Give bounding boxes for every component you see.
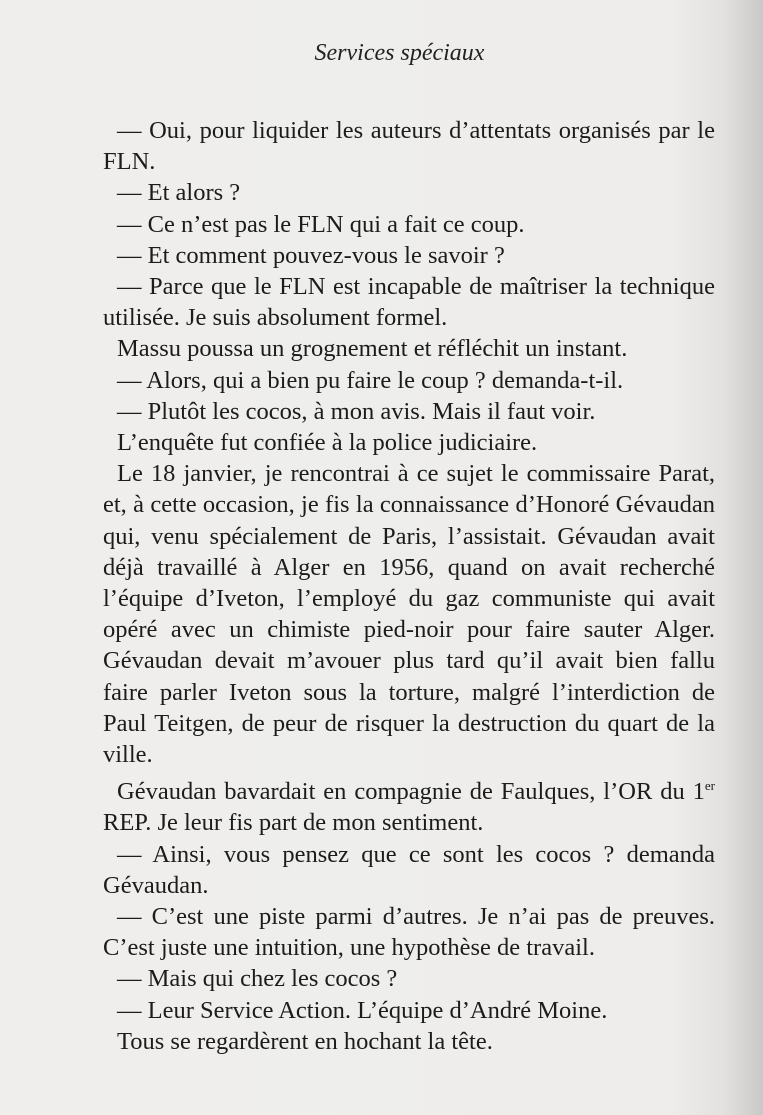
paragraph: — Alors, qui a bien pu faire le coup ? demanda-t-il. [117, 366, 624, 394]
paragraph: Massu poussa un grognement et réfléchit un instant. [117, 335, 628, 363]
paragraph: Le 18 janvier, je rencontrai à ce sujet le commissaire Parat, et, à cette occasion, je fis la connaissance d’Honoré Gévaudan qui, venu spécialement de Paris, l’assistait. Gévaudan avait déjà travaillé à Alger en 1956, quand on avait recherché l’équipe d’Iveton, l’employé du gaz communiste qui avait opéré avec un chimiste pied-noir pour faire sauter Alger. Gévaudan devait m’avouer plus tard qu’il avait bien fallu faire parler Iveton sous la torture, malgré l’interdiction de Paul Teitgen, de peur de risquer la destruction du quart de la ville. [103, 460, 715, 769]
running-header: Services spéciaux [314, 40, 485, 66]
paragraph: — C’est une piste parmi d’autres. Je n’ai pas de preuves. C’est juste une intuition, une hypothèse de travail. [103, 903, 715, 962]
paragraph: — Oui, pour liquider les auteurs d’attentats organisés par le FLN. [103, 117, 715, 176]
paragraph: — Et alors ? [117, 179, 241, 207]
paragraph: Tous se regardèrent en hochant la tête. [117, 1027, 493, 1055]
paragraph: — Ainsi, vous pensez que ce sont les cocos ? demanda Gévaudan. [103, 840, 715, 899]
paragraph: — Plutôt les cocos, à mon avis. Mais il faut voir. [117, 397, 596, 425]
paragraph-faulques: Gévaudan bavardait en compagnie de Faulques, l’OR du 1er REP. Je leur fis part de mon sentiment. [103, 778, 715, 837]
paragraph: — Parce que le FLN est incapable de maîtriser la technique utilisée. Je suis absolument formel. [103, 273, 715, 332]
body-text [103, 115, 715, 1057]
paragraph: — Et comment pouvez-vous le savoir ? [117, 241, 505, 269]
paragraph: — Leur Service Action. L’équipe d’André Moine. [117, 996, 608, 1024]
paragraph: L’enquête fut confiée à la police judiciaire. [117, 429, 538, 457]
paragraph: — Ce n’est pas le FLN qui a fait ce coup. [117, 210, 525, 238]
paragraph: — Mais qui chez les cocos ? [117, 965, 398, 993]
